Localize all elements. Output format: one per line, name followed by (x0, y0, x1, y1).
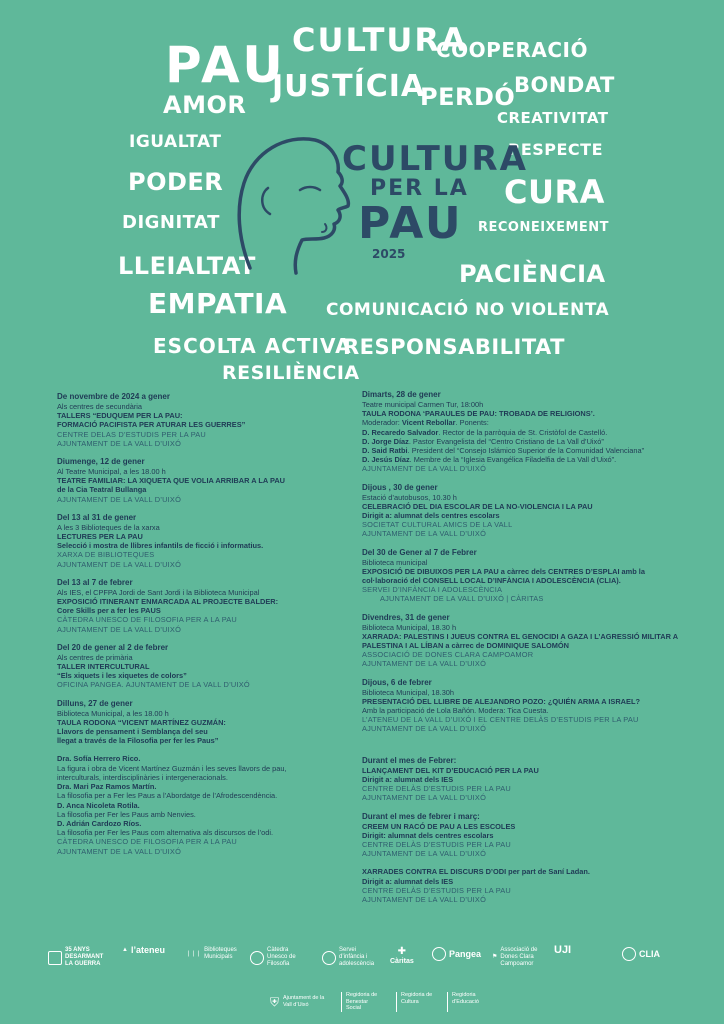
cloud-word-escolta: ESCOLTA ACTIVA (153, 334, 352, 358)
event-organizer: AJUNTAMENT DE LA VALL D’UIXÓ (362, 464, 487, 474)
event-subtitle: llegat a través de la Filosofia per fer les Paus” (57, 736, 219, 746)
event-subtitle: Dirigit a: alumnat dels centres escolars (362, 511, 500, 521)
event-venue: Biblioteca Municipal, 18.30 h (362, 622, 457, 632)
event-subtitle: “Els xiquets i les xiquetes de colors” (57, 671, 187, 681)
speaker-topic: interculturals, interdisciplinàries i intergeneracionals. (57, 772, 228, 782)
cloud-word-igualtat: IGUALTAT (129, 132, 222, 152)
event-venue: Teatre municipal Carmen Tur, 18:00h (362, 400, 484, 409)
speaker-topic: La figura i obra de Vicent Martínez Guzmán i les seves llavors de pau, (57, 763, 287, 773)
logo-servei: Servei d’infància i adolescència (322, 947, 379, 968)
event-subtitle: Amb la participació de Lola Bañón. Modera: Tica Cuesta. (362, 706, 549, 716)
globe-icon (432, 947, 446, 961)
event-organizer: AJUNTAMENT DE LA VALL D’UIXÓ (362, 659, 487, 669)
speaker-name: D. Said Ratbi (362, 446, 408, 456)
event-subtitle: de la Cia Teatral Bullanga (57, 485, 147, 495)
cloud-word-cooperacio: COOPERACIÓ (436, 38, 589, 62)
hero-title-line2: PER LA (370, 176, 469, 201)
cloud-word-justicia: JUSTÍCIA (272, 69, 426, 104)
catedra-logo-icon (250, 951, 264, 965)
event-date: Dimarts, 28 de gener (362, 390, 441, 399)
event-entry (57, 392, 312, 448)
footer (270, 992, 484, 1012)
hero-title-line3: PAU (358, 198, 464, 249)
event-organizer: CENTRE DELÀS D’ESTUDIS PER LA PAU (362, 839, 511, 849)
event-date: Durant el mes de febrer i març: (362, 811, 480, 821)
event-venue: Als IES, el CPFPA Jordi de Sant Jordi i la Biblioteca Municipal (57, 587, 260, 597)
event-subtitle: Core Skills per a fer les PAUS (57, 606, 161, 616)
footer-regidoria-educacio: Regidoria d’Educació (447, 992, 484, 1012)
event-title: CELEBRACIÓ DEL DIA ESCOLAR DE LA NO-VIOLENCIA I LA PAU (362, 501, 593, 511)
cross-icon: ✚ (397, 946, 407, 957)
event-entry (362, 867, 687, 904)
speaker-topic: La filosofia per Fer les Paus com alternativa als discursos de l’odi. (57, 828, 274, 838)
logo-clara-campoamor: ⚑ Associació de Dones Clara Campoamor (492, 947, 538, 967)
event-entry (57, 643, 312, 690)
cloud-word-bondat: BONDAT (514, 73, 615, 97)
event-organizer: ASSOCIACIÓ DE DONES CLARA CAMPOAMOR (362, 650, 534, 660)
event-entry (57, 578, 312, 634)
event-organizer: OFICINA PANGEA. AJUNTAMENT DE LA VALL D’UIXÓ (57, 680, 250, 690)
cloud-word-pau: PAU (165, 36, 287, 94)
event-title-cont: FORMACIÓ PACIFISTA PER ATURAR LES GUERRES” (57, 420, 246, 430)
footer-regidoria-cultura: Regidoria de Cultura (396, 992, 433, 1012)
event-venue: Al Teatre Municipal, a les 18.00 h (57, 467, 166, 477)
speaker-role: . Membre de la “Iglesia Evangélica Filadelfia de La Vall d’Uixó”. (409, 455, 617, 465)
hero-logo (230, 128, 528, 278)
event-organizer: CÀTEDRA UNESCO DE FILOSOFIA PER A LA PAU (57, 615, 237, 625)
event-entry (362, 678, 687, 734)
event-title: XARRADES CONTRA EL DISCURS D’ODI per part de Saní Ladan. (362, 867, 590, 877)
event-entry (57, 457, 312, 504)
speaker-name: D. Jorge Díaz (362, 436, 409, 446)
event-subtitle: Dirigit: alumnat dels centres escolars (362, 830, 494, 840)
cloud-word-perdo: PERDÓ (420, 83, 516, 111)
event-title: CREEM UN RACÓ DE PAU A LES ESCOLES (362, 821, 516, 831)
logo-catedra: Càtedra Unesco de Filosofia (250, 947, 303, 968)
cloud-word-resiliencia: RESILIÈNCIA (222, 362, 360, 384)
cloud-word-lleialtat: LLEIALTAT (118, 252, 256, 280)
event-organizer: CENTRE DELAS D’ESTUDIS PER LA PAU (57, 429, 206, 439)
event-title: TAULA RODONA “VICENT MARTÍNEZ GUZMÁN: (57, 717, 226, 727)
event-entry (362, 548, 687, 604)
event-subtitle: Dirigit a: alumnat dels IES (362, 876, 454, 886)
event-organizer: AJUNTAMENT DE LA VALL D’UIXÓ (362, 529, 487, 539)
speaker-topic: La filosofia per Fer les Paus amb Nenvies. (57, 809, 196, 819)
cloud-word-cultura: CULTURA (292, 21, 468, 59)
clia-logo-icon (622, 947, 636, 961)
event-title: XARRADA: PALESTINS I JUEUS CONTRA EL GENOCIDI A GAZA I L’AGRESSIÓ MILITAR A (362, 631, 679, 641)
speaker-line (362, 428, 687, 437)
speaker-name: D. Adrián Cardozo Ríos. (57, 818, 142, 828)
event-organizer: CÀTEDRA UNESCO DE FILOSOFIA PER A LA PAU (57, 837, 237, 847)
house-icon: ▲ (122, 947, 128, 953)
hero-title-line1: CULTURA (342, 139, 528, 179)
sponsor-logos (40, 944, 690, 973)
cloud-word-cura: CURA (504, 173, 605, 211)
event-date: Del 30 de Gener al 7 de Febrer (362, 547, 477, 557)
event-title: TEATRE FAMILIAR: LA XIQUETA QUE VOLIA ARRIBAR A LA PAU (57, 476, 286, 486)
cloud-word-paciencia: PACIÈNCIA (459, 260, 606, 288)
event-date: Dijous, 6 de febrer (362, 677, 432, 687)
event-date: Durant el mes de Febrer: (362, 755, 457, 765)
event-subtitle: Llavors de pensament i Semblança del seu (57, 727, 208, 737)
event-venue: Biblioteca Municipal, a les 18.00 h (57, 708, 169, 718)
books-icon: ❘❘❘ (186, 950, 202, 957)
speaker-role: . President del “Consejo Islámico Superior de la Comunidad Valenciana” (407, 446, 645, 456)
event-title: TALLER INTERCULTURAL (57, 662, 150, 672)
event-entry (362, 812, 687, 859)
profile-portrait-icon (230, 128, 360, 278)
moderator-label: Moderador: (362, 418, 400, 428)
speaker-name: D. Anca Nicoleta Rotila. (57, 800, 140, 810)
event-title: LLANÇAMENT DEL KIT D’EDUCACIÓ PER LA PAU (362, 765, 539, 775)
moderator-tail: . Ponents: (455, 418, 489, 428)
event-date: Dijous , 30 de gener (362, 482, 438, 492)
footer-regidoria-benestar: Regidoria de Benestar Social (341, 992, 382, 1012)
speaker-name: D. Jesús Díaz (362, 455, 410, 465)
speaker-role: . Rector de la parròquia de St. Cristòfol de Castelló. (438, 427, 608, 437)
event-organizer: SOCIETAT CULTURAL AMICS DE LA VALL (362, 520, 513, 530)
event-organizer: AJUNTAMENT DE LA VALL D’UIXÓ (57, 559, 182, 569)
speaker-name: D. Recaredo Salvador (362, 427, 439, 437)
event-entry-round-table (362, 390, 687, 474)
event-organizer: CENTRE DELÀS D’ESTUDIS PER LA PAU (362, 885, 511, 895)
logo-biblioteques: ❘❘❘ Biblioteques Municipals (186, 947, 237, 960)
event-organizer: SERVEI D’INFÀNCIA I ADOLESCÈNCIA (362, 585, 503, 595)
event-organizer: AJUNTAMENT DE LA VALL D’UIXÓ (57, 624, 182, 634)
event-organizer: AJUNTAMENT DE LA VALL D’UIXÓ (362, 894, 487, 904)
logo-ateneu: ▲ l’ateneu (122, 945, 165, 955)
cloud-word-poder: PODER (128, 168, 224, 196)
event-organizer: XARXA DE BIBLIOTEQUES (57, 550, 155, 560)
event-organizer: AJUNTAMENT DE LA VALL D’UIXÓ (57, 438, 182, 448)
event-entry (57, 513, 312, 569)
event-subtitle: Selecció i mostra de llibres infantils de ficció i informatius. (57, 541, 264, 551)
footer-ajuntament: ⛨ Ajuntament de la Vall d’Uixó (270, 994, 325, 1009)
cloud-word-dignitat: DIGNITAT (122, 212, 220, 233)
cloud-word-comunicacio: COMUNICACIÓ NO VIOLENTA (326, 300, 610, 320)
moderator-name: Vicent Rebollar (401, 418, 456, 428)
event-title-cont: PALESTINA I AL LÍBAN a càrrec de DOMINIQUE SALOMÓN (362, 641, 569, 651)
cloud-word-creativitat: CREATIVITAT (497, 109, 609, 127)
moderator-line (362, 418, 687, 427)
logo-uji: UJI (554, 944, 572, 956)
speaker-line (362, 446, 687, 455)
event-subtitle: Dirigit a: alumnat dels IES (362, 774, 454, 784)
event-date: Diumenge, 12 de gener (57, 457, 145, 467)
event-organizer: AJUNTAMENT DE LA VALL D’UIXÓ (57, 846, 182, 856)
event-title: TALLERS “EDUQUEM PER LA PAU: (57, 411, 183, 421)
event-date: Divendres, 31 de gener (362, 612, 450, 622)
event-title: LECTURES PER LA PAU (57, 532, 143, 542)
event-venue: Biblioteca municipal (362, 557, 428, 567)
event-entry (362, 483, 687, 539)
speaker-topic: La filosofia per a Fer les Paus a l’Abordatge de l’Afrodescendència. (57, 791, 278, 801)
cloud-word-reconeixement: RECONEIXEMENT (478, 220, 610, 235)
event-venue: Als centres de secundària (57, 402, 143, 411)
cloud-word-amor: AMOR (163, 91, 247, 119)
event-organizer: AJUNTAMENT DE LA VALL D’UIXÓ | CÀRITAS (380, 594, 544, 604)
cloud-word-empatia: EMPATIA (148, 287, 288, 320)
hero-year: 2025 (372, 247, 406, 261)
delas-logo-icon (48, 951, 62, 965)
cloud-word-respecte: RESPECTE (508, 140, 604, 159)
speaker-line (362, 437, 687, 446)
event-organizer: AJUNTAMENT DE LA VALL D’UIXÓ (362, 724, 487, 734)
speaker-name: Dra. Sofía Herrero Rico. (57, 754, 141, 764)
right-column (362, 390, 687, 913)
logo-pangea: Pangea (432, 947, 481, 961)
event-title: PRESENTACIÓ DEL LLIBRE DE ALEJANDRO POZO: ¿QUIÉN ARMA A ISRAEL? (362, 696, 640, 706)
event-venue: Als centres de primària (57, 652, 133, 662)
event-entry (362, 756, 687, 803)
event-date: Del 13 al 7 de febrer (57, 577, 133, 587)
event-date: Del 13 al 31 de gener (57, 512, 137, 522)
event-title-cont: col·laboració del CONSELL LOCAL D’INFÀNCIA I ADOLESCÈNCIA (CLIA). (362, 576, 621, 586)
event-venue: Estació d’autobusos, 10.30 h (362, 492, 457, 502)
event-organizer: AJUNTAMENT DE LA VALL D’UIXÓ (57, 494, 182, 504)
event-entry-round-table (57, 699, 312, 856)
event-organizer: CENTRE DELÀS D’ESTUDIS PER LA PAU (362, 784, 511, 794)
logo-clia: CLIA (622, 947, 660, 961)
speaker-name: Dra. Mari Paz Ramos Martín. (57, 782, 157, 792)
flag-icon: ⚑ (492, 954, 498, 960)
cloud-word-responsabilitat: RESPONSABILITAT (343, 335, 565, 359)
event-title: EXPOSICIÓ ITINERANT ENMARCADA AL PROJECTE BALDER: (57, 597, 279, 607)
event-date: De novembre de 2024 a gener (57, 392, 170, 401)
event-date: Del 20 de gener al 2 de febrer (57, 642, 169, 652)
event-organizer: AJUNTAMENT DE LA VALL D’UIXÓ (362, 793, 487, 803)
logo-delas: 35 ANYS DESARMANT LA GUERRA (48, 947, 105, 968)
event-organizer: L’ATENEU DE LA VALL D’UIXÓ I EL CENTRE DELÀS D’ESTUDIS PER LA PAU (362, 715, 639, 725)
servei-logo-icon (322, 951, 336, 965)
event-date: Dilluns, 27 de gener (57, 698, 133, 708)
event-title: EXPOSICIÓ DE DIBUIXOS PER LA PAU a càrrec dels CENTRES D’ESPLAI amb la (362, 566, 645, 576)
left-column (57, 392, 312, 865)
speaker-line (362, 455, 687, 464)
event-venue: A les 3 Biblioteques de la xarxa (57, 522, 160, 532)
event-organizer: AJUNTAMENT DE LA VALL D’UIXÓ (362, 849, 487, 859)
event-venue: Biblioteca Municipal, 18.30h (362, 687, 455, 697)
event-title: TAULA RODONA ‘PARAULES DE PAU: TROBADA DE RELIGIONS’. (362, 409, 595, 419)
speaker-role: . Pastor Evangelista del “Centro Cristiano de La Vall d’Uixó” (408, 436, 604, 446)
coat-of-arms-icon: ⛨ (270, 994, 280, 1009)
logo-caritas: ✚ Càritas (390, 946, 414, 965)
event-entry (362, 613, 687, 669)
